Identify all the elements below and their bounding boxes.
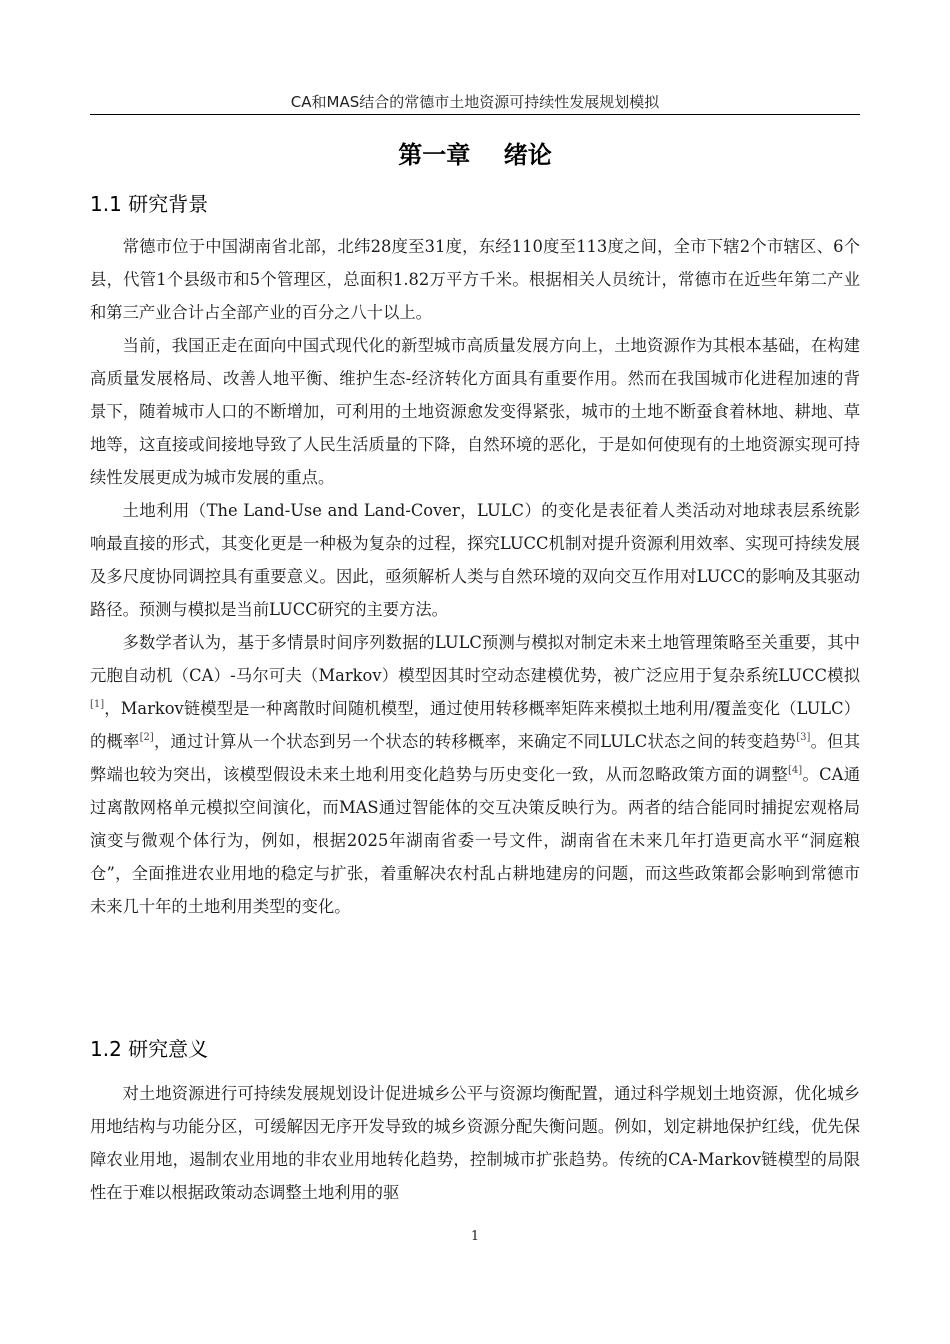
paragraph (90, 1077, 860, 1209)
paragraph-text: 。CA通过离散网格单元模拟空间演化，而MAS通过智能体的交互决策反映行为。两者的结合能同时捕捉宏观格局演变与微观个体行为，例如，根据2025年湖南省委一号文件，湖南省在未来几年打造更高水平“洞庭粮仓”，全面推进农业用地的稳定与扩张，着重解决农村乱占耕地建房的问题，而这些政策都会影响到常德市未来几十年的土地利用类型的变化。 (90, 765, 860, 916)
section-heading-background: 1.1 研究背景 (90, 192, 209, 216)
section-body-background (90, 230, 860, 923)
paragraph (90, 230, 860, 329)
header-rule (90, 114, 860, 115)
paragraph (90, 329, 860, 494)
section-heading-significance: 1.2 研究意义 (90, 1037, 209, 1061)
paragraph (90, 494, 860, 626)
citation-marker: [3] (796, 732, 811, 743)
paragraph-text: 。但其弊端也较为突出，该模型假设未来土地利用变化趋势与历史变化一致，从而忽略政策方面的调整 (90, 732, 860, 784)
paragraph-text: 多数学者认为，基于多情景时间序列数据的LULC预测与模拟对制定未来土地管理策略至关重要，其中元胞自动机（CA）-马尔可夫（Markov）模型因其时空动态建模优势，被广泛应用于复杂系统LUCC模拟 (90, 633, 860, 685)
paragraph-text: 对土地资源进行可持续发展规划设计促进城乡公平与资源均衡配置，通过科学规划土地资源，优化城乡用地结构与功能分区，可缓解因无序开发导致的城乡资源分配失衡问题。例如，划定耕地保护红线，优先保障农业用地，遏制农业用地的非农业用地转化趋势，控制城市扩张趋势。传统的CA-Markov链模型的局限性在于难以根据政策动态调整土地利用的驱 (90, 1084, 860, 1202)
paragraph-text: ，通过计算从一个状态到另一个状态的转移概率，来确定不同LULC状态之间的转变趋势 (153, 732, 797, 751)
chapter-title: 第一章 绪论 (398, 141, 552, 169)
paragraph-text: 当前，我国正走在面向中国式现代化的新型城市高质量发展方向上，土地资源作为其根本基础，在构建高质量发展格局、改善人地平衡、维护生态-经济转化方面具有重要作用。然而在我国城市化进程加速的背景下，随着城市人口的不断增加，可利用的土地资源愈发变得紧张，城市的土地不断蚕食着林地、耕地、草地等，这直接或间接地导致了人民生活质量的下降，自然环境的恶化，于是如何使现有的土地资源实现可持续性发展更成为城市发展的重点。 (90, 336, 860, 487)
citation-marker: [1] (90, 699, 105, 710)
running-header: CA和MAS结合的常德市土地资源可持续性发展规划模拟 (290, 93, 660, 111)
paragraph-text: 土地利用（The Land-Use and Land-Cover，LULC）的变化是表征着人类活动对地球表层系统影响最直接的形式，其变化更是一种极为复杂的过程，探究LUCC机制对提升资源利用效率、实现可持续发展及多尺度协同调控具有重要意义。因此，亟须解析人类与自然环境的双向交互作用对LUCC的影响及其驱动路径。预测与模拟是当前LUCC研究的主要方法。 (90, 501, 860, 619)
page-number: 1 (470, 1229, 480, 1244)
citation-marker: [2] (139, 732, 154, 743)
paragraph (90, 626, 860, 923)
paragraph-text: 常德市位于中国湖南省北部，北纬28度至31度，东经110度至113度之间，全市下辖2个市辖区、6个县，代管1个县级市和5个管理区，总面积1.82万平方千米。根据相关人员统计，常德市在近些年第二产业和第三产业合计占全部产业的百分之八十以上。 (90, 237, 860, 322)
section-body-significance (90, 1077, 860, 1209)
citation-marker: [4] (788, 765, 803, 776)
paragraph-text: ，Markov链模型是一种离散时间随机模型，通过使用转移概率矩阵来模拟土地利用/覆盖变化（LULC）的概率 (90, 699, 860, 751)
